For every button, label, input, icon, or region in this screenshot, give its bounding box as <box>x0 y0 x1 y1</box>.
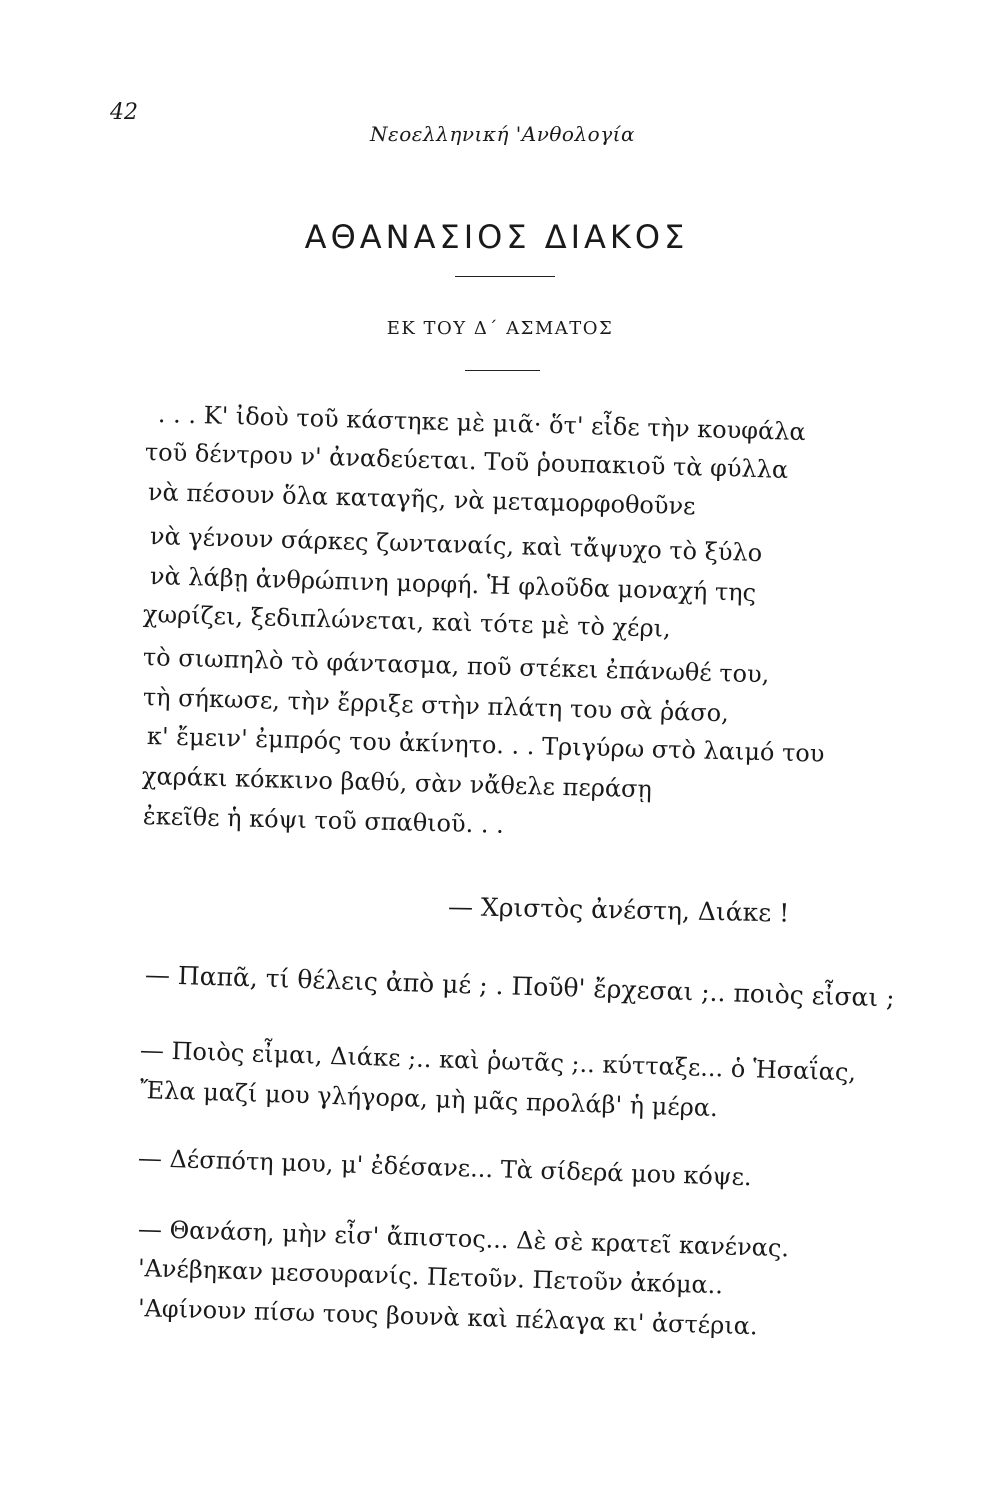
dialogue-line: Ἔλα μαζί μου γλήγορα, μὴ μᾶς προλάβ' ἡ μέρα. <box>139 1076 719 1123</box>
verse-line: ἐκεῖθε ἡ κόψι τοῦ σπαθιοῦ. . . <box>142 802 505 839</box>
dialogue-line: 'Ανέβηκαν μεσουρανίς. Πετοῦν. Πετοῦν ἀκόμα.. <box>137 1254 724 1300</box>
poem-title: ΑΘΑΝΑΣΙΟΣ ΔΙΑΚΟΣ <box>304 218 689 256</box>
verse-line: τὸ σιωπηλὸ τὸ φάντασμα, ποῦ στέκει ἐπάνωθέ του, <box>142 643 770 689</box>
verse-line: . . . Κ' ἰδοὺ τοῦ κάστηκε μὲ μιᾶ· ὅτ' εἶδε τὴν κουφάλα <box>157 400 807 447</box>
verse-line: νὰ γένουν σάρκες ζωνταναίς, καὶ τἄψυχο τὸ ξύλο <box>149 522 763 568</box>
dialogue-line: — Δέσπότη μου, μ' ἐδέσανε... Τὰ σίδερά μου κόψε. <box>137 1144 753 1192</box>
verse-line: νὰ λάβῃ ἀνθρώπινη μορφή. Ἡ φλοῦδα μοναχή της <box>149 562 757 607</box>
dialogue-line: — Θανάση, μὴν εἶσ' ἄπιστος... Δὲ σὲ κρατεῖ κανένας. <box>137 1215 790 1263</box>
verse-line: χαράκι κόκκινο βαθύ, σὰν νἄθελε περάσῃ <box>141 762 653 804</box>
dialogue-line: 'Αφίνουν πίσω τους βουνὰ καὶ πέλαγα κι' ἀστέρια. <box>137 1294 758 1341</box>
running-head: Νεοελληνική 'Ανθολογία <box>370 122 635 146</box>
verse-line: κ' ἔμειν' ἐμπρός του ἀκίνητο. . . Τριγύρω στὸ λαιμό του <box>146 722 825 768</box>
page-number: 42 <box>110 100 138 125</box>
verse-line: νὰ πέσουν ὅλα καταγῆς, νὰ μεταμορφοθοῦνε <box>147 478 696 521</box>
poem-subtitle: ΕΚ ΤΟΥ Δ΄ ΑΣΜΑΤΟΣ <box>386 318 614 339</box>
dialogue-line: — Ποιὸς εἶμαι, Διάκε ;.. καὶ ῥωτᾶς ;.. κύτταξε... ὁ Ἡσαΐας, <box>139 1036 857 1087</box>
dialogue-line: — Παπᾶ, τί θέλεις ἀπὸ μέ ; . Ποῦθ' ἔρχεσαι ;.. ποιὸς εἶσαι ; <box>144 960 896 1013</box>
title-rule <box>455 276 555 277</box>
subtitle-rule <box>465 370 540 371</box>
verse-line: τὴ σήκωσε, τὴν ἔρριξε στὴν πλάτη του σὰ ῥάσο, <box>142 683 730 728</box>
verse-line: τοῦ δέντρου ν' ἀναδεύεται. Τοῦ ῥουπακιοῦ τὰ φύλλα <box>144 438 789 484</box>
verse-line: χωρίζει, ξεδιπλώνεται, καὶ τότε μὲ τὸ χέρι, <box>142 600 672 643</box>
dialogue-line: — Χριστὸς ἀνέστη, Διάκε ! <box>447 892 790 928</box>
